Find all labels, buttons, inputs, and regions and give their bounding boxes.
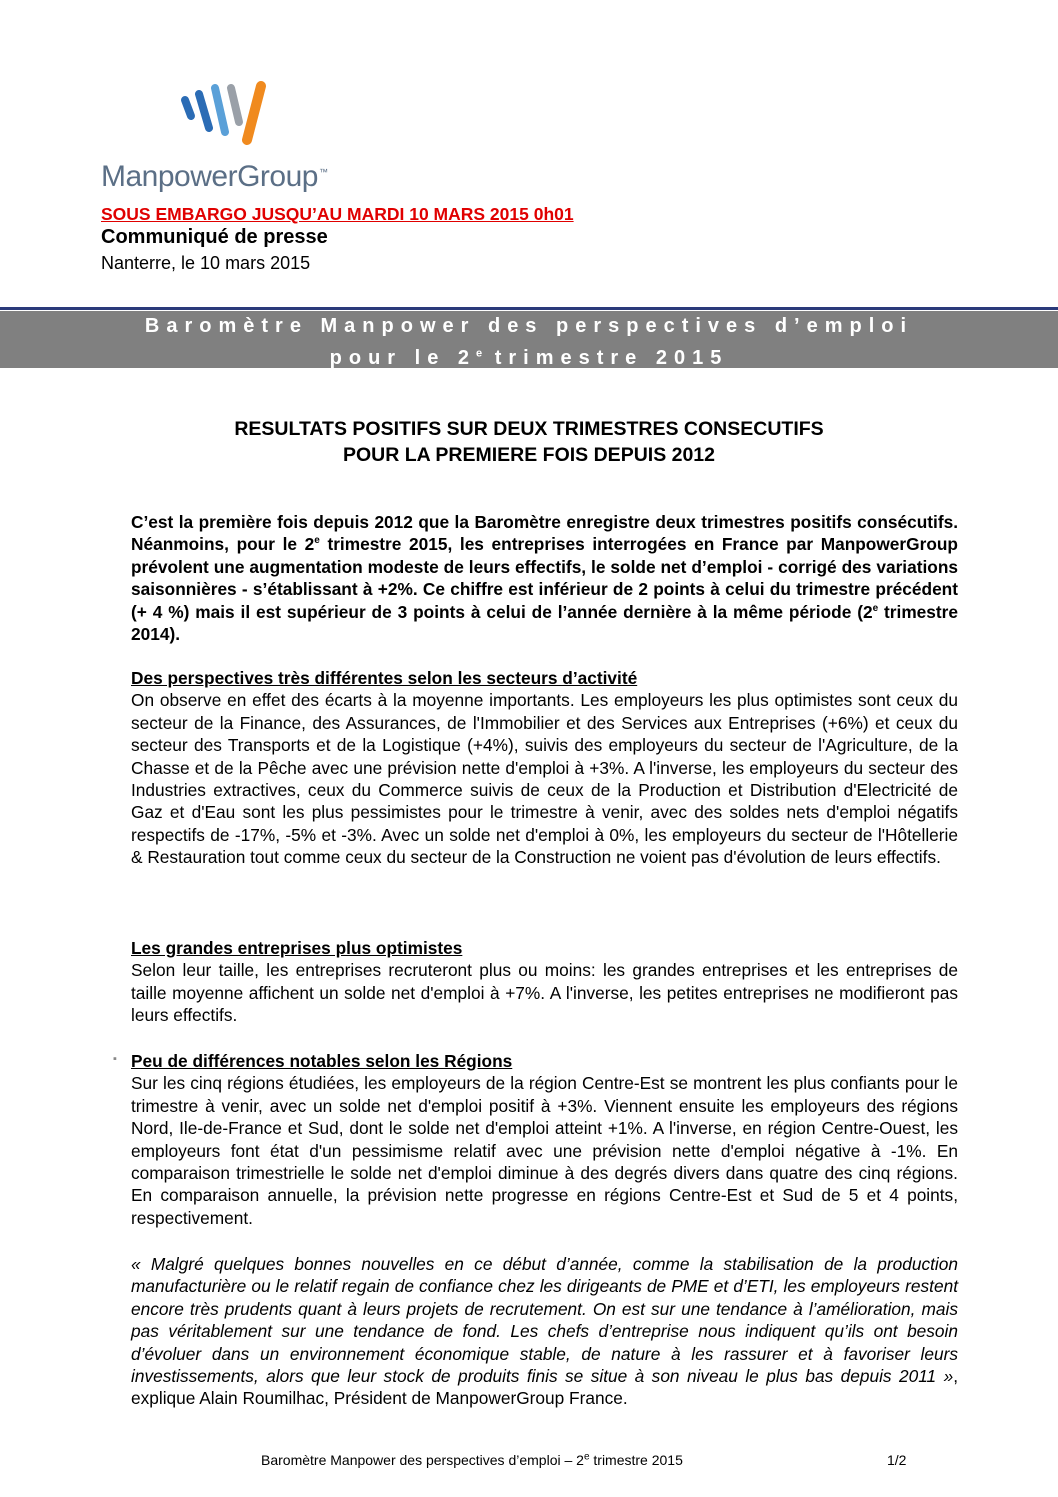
company-logo: [101, 58, 349, 198]
logo-wordmark: ManpowerGroup™: [101, 160, 328, 193]
size-heading: Les grandes entreprises plus optimistes: [131, 938, 463, 958]
size-section: [131, 937, 958, 1027]
title-banner: [0, 311, 1058, 368]
intro-paragraph: C’est la première fois depuis 2012 que la Baromètre enregistre deux trimestres positifs consécutifs. Néanmoins, pour le 2e trimestre 2015, les entreprises interrogées en France par ManpowerGroup prévolent une augmentation modeste de leurs effectifs, le solde net d’emploi - corrigé des variations saisonnières - s’établissant à +2%. Ce chiffre est inférieur de 2 points à celui du trimestre précédent (+ 4 %) mais il est supérieur de 3 points à celui de l’année dernière à la même période (2e trimestre 2014).: [131, 512, 958, 645]
sectors-heading: Des perspectives très différentes selon les secteurs d’activité: [131, 668, 638, 688]
regions-heading: Peu de différences notables selon les Régions: [131, 1051, 513, 1071]
footer-title: Baromètre Manpower des perspectives d’emploi – 2e trimestre 2015: [261, 1451, 683, 1468]
regions-text: Sur les cinq régions étudiées, les employeurs de la région Centre-Est se montrent les plus confiants pour le trimestre à venir, avec un solde net d'emploi positif à +3%. Viennent ensuite les employeurs des régions Nord, Ile-de-France et Sud, dont le solde net d'emploi atteint +1%. A l'inverse, en région Centre-Ouest, les employeurs font état d'un pessimisme relatif avec une prévision nette d'emploi négative à -1%. En comparaison trimestrielle le solde net d'emploi diminue à des degrés divers dans quatre des cinq régions. En comparaison annuelle, la prévision nette progresse en régions Centre-Est et Sud de 5 et 4 points, respectivement.: [131, 1073, 958, 1228]
headline-line-1: RESULTATS POSITIFS SUR DEUX TRIMESTRES CONSECUTIFS: [234, 418, 824, 440]
press-release-label: Communiqué de presse: [101, 226, 328, 248]
banner-rule: [0, 307, 1058, 310]
quote-attribution: , explique Alain Roumilhac, Président de ManpowerGroup France.: [131, 1366, 958, 1409]
page-number: 1/2: [887, 1452, 907, 1468]
size-text: Selon leur taille, les entreprises recruteront plus ou moins: les grandes entreprises et les entreprises de taille moyenne affichent un solde net d'emploi à +7%. A l'inverse, les petites entreprises ne modifieront pas leurs effectifs.: [131, 960, 958, 1026]
banner-line-1: Baromètre Manpower des perspectives d’emploi: [144, 315, 914, 337]
embargo-notice: SOUS EMBARGO JUSQU’AU MARDI 10 MARS 2015 0h01: [101, 204, 574, 224]
quote-text: « Malgré quelques bonnes nouvelles en ce début d’année, comme la stabilisation de la production manufacturière ou le relatif regain de confiance chez les dirigeants de PME et d’ETI, les employeurs restent encore très prudents quant à leurs projets de recrutement. On est sur une tendance à l’amélioration, mais pas véritablement sur une tendance de fond. Les chefs d’entreprise nous indiquent qu’ils ont besoin d’évoluer dans un environnement économique stable, de nature à les rassurer et à favoriser leurs investissements, alors que leur stock de produits finis se situe à son niveau le plus bas depuis 2011 »: [131, 1254, 958, 1387]
sectors-section: [131, 667, 958, 869]
bullet-icon: ▪: [113, 1053, 117, 1065]
headline-line-2: POUR LA PREMIERE FOIS DEPUIS 2012: [342, 444, 716, 466]
quote-paragraph: [131, 1253, 958, 1410]
regions-section: [131, 1050, 958, 1229]
banner-line-2: pour le 2e trimestre 2015: [329, 346, 729, 369]
sectors-text: On observe en effet des écarts à la moyenne importants. Les employeurs les plus optimistes sont ceux du secteur de la Finance, des Assurances, de l'Immobilier et des Services aux Entreprises (+6%) et ceux du secteur des Transports et de la Logistique (+4%), suivis des employeurs du secteur de l'Agriculture, de la Chasse et de la Pêche avec une prévision nette d'emploi à +3%. A l'inverse, les employeurs du secteur des Industries extractives, ceux du Commerce suivis de ceux de la Production et Distribution d'Electricité de Gaz et d'Eau sont les plus pessimistes pour le trimestre à venir, avec des soldes nets d'emploi négatifs respectifs de -17%, -5% et -3%. Avec un solde net d'emploi à 0%, les employeurs du secteur de l'Hôtellerie & Restauration tout comme ceux du secteur de la Construction ne voient pas d'évolution de leurs effectifs.: [131, 690, 958, 868]
place-date: Nanterre, le 10 mars 2015: [101, 253, 311, 273]
